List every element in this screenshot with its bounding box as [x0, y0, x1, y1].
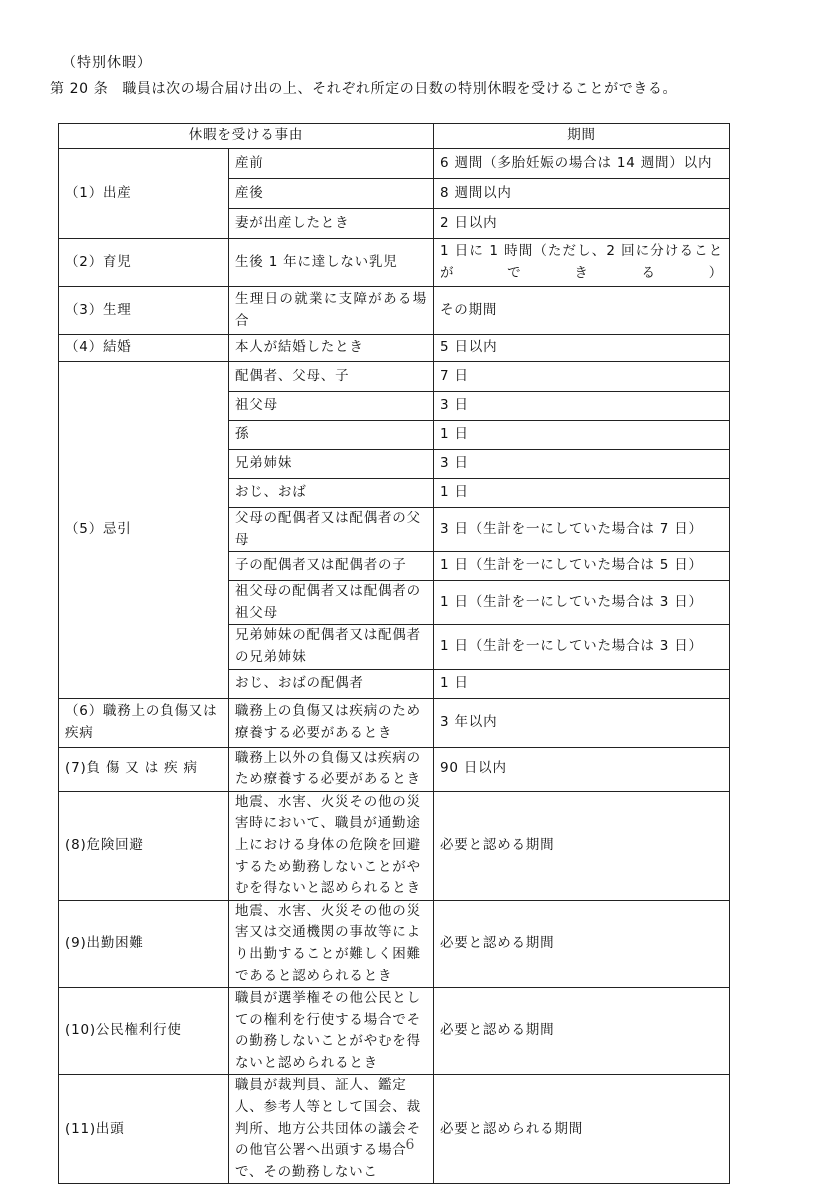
case-cell: 兄弟姉妹の配偶者又は配偶者の兄弟姉妹: [229, 625, 434, 669]
case-cell: 職務上の負傷又は疾病のため療養する必要があるとき: [229, 698, 434, 747]
period-cell: 1 日: [434, 669, 730, 698]
case-cell: 祖父母の配偶者又は配偶者の祖父母: [229, 581, 434, 625]
table-row: [59, 988, 730, 1075]
table-row: [59, 239, 730, 287]
reason-cell: （5）忌引: [59, 362, 229, 699]
table-row: [59, 287, 730, 335]
reason-cell: (8)危険回避: [59, 791, 229, 900]
case-cell: 兄弟姉妹: [229, 450, 434, 479]
period-cell: 2 日以内: [434, 209, 730, 239]
header-reason: 休暇を受ける事由: [59, 124, 434, 149]
table-header-row: [59, 124, 730, 149]
header-period: 期間: [434, 124, 730, 149]
period-cell: 1 日（生計を一にしていた場合は 5 日）: [434, 552, 730, 581]
case-cell: 配偶者、父母、子: [229, 362, 434, 392]
table-row: [59, 1075, 730, 1184]
table-row: [59, 747, 730, 791]
reason-cell: （2）育児: [59, 239, 229, 287]
page-number: 6: [405, 1137, 415, 1153]
table-row: [59, 149, 730, 179]
period-cell: その期間: [434, 287, 730, 335]
table-row: [59, 791, 730, 900]
period-cell: 6 週間（多胎妊娠の場合は 14 週間）以内: [434, 149, 730, 179]
period-cell: 1 日（生計を一にしていた場合は 3 日）: [434, 581, 730, 625]
case-cell: 職員が裁判員、証人、鑑定人、参考人等として国会、裁判所、地方公共団体の議会その他官公署へ出頭する場合で、その勤務しないこ: [229, 1075, 434, 1184]
period-cell: 必要と認める期間: [434, 988, 730, 1075]
case-cell: 地震、水害、火災その他の災害時において、職員が通勤途上における身体の危険を回避するため勤務しないことがやむを得ないと認められるとき: [229, 791, 434, 900]
reason-cell: (10)公民権利行使: [59, 988, 229, 1075]
reason-cell: （6）職務上の負傷又は疾病: [59, 698, 229, 747]
period-cell: 3 年以内: [434, 698, 730, 747]
special-leave-table: [58, 123, 730, 1184]
reason-cell: （3）生理: [59, 287, 229, 335]
case-cell: 孫: [229, 421, 434, 450]
reason-cell: （4）結婚: [59, 335, 229, 362]
period-cell: 3 日（生計を一にしていた場合は 7 日）: [434, 508, 730, 552]
table-row: [59, 698, 730, 747]
case-cell: 妻が出産したとき: [229, 209, 434, 239]
period-cell: 必要と認める期間: [434, 900, 730, 987]
table-row: [59, 335, 730, 362]
case-cell: 生後 1 年に達しない乳児: [229, 239, 434, 287]
case-cell: 祖父母: [229, 392, 434, 421]
reason-cell: （1）出産: [59, 149, 229, 239]
reason-cell: (7)負 傷 又 は 疾 病: [59, 747, 229, 791]
case-cell: 本人が結婚したとき: [229, 335, 434, 362]
period-cell: 8 週間以内: [434, 179, 730, 209]
period-cell: 1 日: [434, 421, 730, 450]
table-row: [59, 362, 730, 392]
reason-cell: (9)出勤困難: [59, 900, 229, 987]
period-cell: 1 日に 1 時間（ただし、2 回に分けることができる）: [434, 239, 730, 287]
period-cell: 必要と認められる期間: [434, 1075, 730, 1184]
period-cell: 3 日: [434, 450, 730, 479]
case-cell: 子の配偶者又は配偶者の子: [229, 552, 434, 581]
case-cell: 地震、水害、火災その他の災害又は交通機関の事故等により出勤することが難しく困難であると認められるとき: [229, 900, 434, 987]
article-text: 職員は次の場合届け出の上、それぞれ所定の日数の特別休暇を受けることができる。: [122, 81, 678, 97]
case-cell: おじ、おばの配偶者: [229, 669, 434, 698]
section-heading: （特別休暇）: [62, 55, 152, 71]
case-cell: 産前: [229, 149, 434, 179]
case-cell: 職務上以外の負傷又は疾病のため療養する必要があるとき: [229, 747, 434, 791]
case-cell: 父母の配偶者又は配偶者の父母: [229, 508, 434, 552]
article-number: 第 20 条: [50, 81, 109, 97]
case-cell: 生理日の就業に支障がある場合: [229, 287, 434, 335]
period-cell: 3 日: [434, 392, 730, 421]
period-cell: 1 日: [434, 479, 730, 508]
table-row: [59, 900, 730, 987]
case-cell: 産後: [229, 179, 434, 209]
case-cell: おじ、おば: [229, 479, 434, 508]
period-cell: 5 日以内: [434, 335, 730, 362]
period-cell: 必要と認める期間: [434, 791, 730, 900]
case-cell: 職員が選挙権その他公民としての権利を行使する場合でその勤務しないことがやむを得ないと認められるとき: [229, 988, 434, 1075]
period-cell: 1 日（生計を一にしていた場合は 3 日）: [434, 625, 730, 669]
period-cell: 90 日以内: [434, 747, 730, 791]
article-line: [50, 78, 677, 98]
reason-cell: (11)出頭: [59, 1075, 229, 1184]
period-cell: 7 日: [434, 362, 730, 392]
